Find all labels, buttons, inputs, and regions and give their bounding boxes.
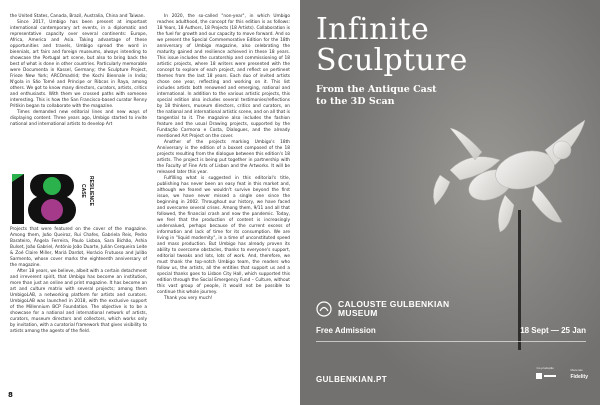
partner-coproduction bbox=[536, 366, 556, 380]
exhibition-title bbox=[316, 14, 586, 76]
paragraph: After 18 years, we believe, albeit with a certain detachment and irreverent spirit, that Umbigo has become an institution, more than just an online and print magazine. It has become an art and culture matrix with several projects; among them UmbigoLAB, a networking platform for artists and curators. UmbigoLAB was launched in 2018, with the exclusive support of the Millennium BCP Foundation. The objective is to be a showcase for a national and international network of artists, curators, museum directors and collectors, which works only by invitation, with a curatorial framework that gives visibility to artists among the agents of the field. bbox=[10, 269, 147, 334]
admission-label: Free Admission bbox=[316, 326, 376, 335]
museum-logo bbox=[316, 300, 449, 318]
paragraph: In 2020, the so-called "non-year", in which Umbigo reaches adulthood, the concept for this edition is as follows: 18 Years, 18 Authors, 18 Projects (18 Artists). Collaboration is the fuel for growth and our capacity to move forward. And so we present the Special Commemorative Edition for the 18th anniversary of Umbigo magazine, also celebrating the maturity gained and resilience achieved in these 18 years. This issue includes the curatorship and commissioning of 18 artistic projects, where 18 writers were presented with the concept to explore of each project, and reflect on pertinent themes from the last 18 years. Each duo of invited artists chose one year, reflecting and working on it. This list includes artists both renowned and emerging, national and international. In addition to the various artistic projects, this special edition also includes several testimonies/reflections by 18 thinkers, museum directors, critics and curators, on the national and international artistic scene, and on all that is tangential to it. The magazine also includes the fashion feature and the usual Drawing projects, supported by the Fundação Carmona e Costa, Dialogues, and the already mentioned Art Project on the cover. bbox=[157, 14, 290, 139]
title-line-1: Infinite bbox=[316, 12, 429, 47]
page-number: 8 bbox=[8, 391, 13, 399]
divider bbox=[316, 341, 586, 342]
logo-word-resilience: RESILIENCE bbox=[88, 176, 94, 207]
fidelity-logo: Fidelity bbox=[570, 374, 588, 380]
partner-label: Mecenas bbox=[570, 368, 583, 372]
museum-name-line-2: MUSEUM bbox=[338, 308, 378, 318]
logo-words bbox=[80, 176, 94, 207]
gulbenkian-emblem-icon bbox=[316, 301, 332, 317]
partner-sponsor bbox=[570, 368, 588, 380]
anniversary-18-logo bbox=[10, 172, 147, 226]
paragraph: Projects that were featured on the cover of the magazine. Among them, João Queiroz, Rui Chafes, Gabriela Reis, Pedro Barateiro, Ângela Ferreira, Paulo Lisboa, Sara Bichão, Ashia Bulset, João Gabriel, António João Duarte, Julián Cerqueira Leite & Zoé Claire Miller, Mariá Dardot, Horácio Frutuoso and Julião Sarmento, whose cover marks the eighteenth anniversary of the magazine. bbox=[10, 227, 147, 268]
paragraph: Another of the projects marking Umbigo's 18th Anniversary is the edition of a boxset composed of the 18 projects resulting from the dialogue between this edition's 18 artists. The project is being put together in partnership with the Faculty of Fine Arts of Lisbon and the Artworks. It will be released later this year. bbox=[157, 140, 290, 175]
exhibition-dates: 18 Sept — 25 Jan bbox=[520, 326, 586, 335]
text-column-right bbox=[157, 14, 290, 302]
paragraph: Fulfilling what is suggested in this editorial's title, publishing has never been an easy feat in this market and, although we feared we wouldn't survive beyond the first issue, we have never missed a single one since the beginning in 2002. Throughout our history, we have faced and overcome several crises. Among them, 9/11 and all that followed, the financial crash and now the pandemic. Today, we feel that the production of content is increasingly undervalued, perhaps because of the current excess of information and lack of time for its consumption. We are living in "liquid modernity", in a time of unconstituted speed and mass production. But Umbigo has already proven its ability to overcome obstacles, thanks to everyone's support, editorial tweaks and lots, lots of work. And, therefore, we must thank the top-notch Umbigo team, the readers who follow us, the artists, all the entities that support us and a special thanks goes to Lisbon City Hall, which supported this edition through the Social Emergency Fund – Culture, without this vast group of people, it would not be possible to continue this whole journey. bbox=[157, 176, 290, 295]
partner-label: Co-produção bbox=[536, 366, 554, 370]
partner-logos bbox=[536, 366, 588, 380]
exhibition-subtitle bbox=[316, 84, 576, 108]
title-line-2: Sculpture bbox=[316, 43, 468, 78]
paragraph: Since 2017, Umbigo has been present at important international contemporary art events, in a diplomatic and representative capacity over several continents: Europe, Africa, America and Asia. Taking advantage of these opportunities and travels, Umbigo spread the word in biennials, art fairs and foreign museums, always intending to showcase the Portugal art scene, but also to bring back the best of what is done in other countries. Particularly memorable were Documenta in Kassel, Germany; the Sculpture Project, Frieze New York; ARCOmadrid; the Kochi Biennale in India; N'gola in São Tomé and Príncipe or Ribcos in Raya, among others. We got to know many directors, curators, artists, critics and enthusiasts. With them we crossed paths with someone interesting. This is how the San Francisco-based curator Renny Pritikin began to collaborate with the magazine. bbox=[10, 20, 147, 109]
text-column-left-top bbox=[10, 14, 147, 128]
paragraph: the United States, Canada, Brazil, Australia, China and Taiwan. bbox=[10, 14, 145, 19]
exhibition-ad bbox=[300, 0, 600, 405]
logo-one-bar bbox=[12, 174, 24, 224]
logo-green-circle bbox=[43, 177, 61, 195]
paragraph: Times demanded new editorial lines and new ways of displaying content. Three years ago, Umbigo started to invite national and international artists to develop Art bbox=[10, 110, 147, 127]
coproduction-logo-icon bbox=[536, 372, 556, 380]
subtitle-line-2: to the 3D Scan bbox=[316, 96, 395, 107]
logo-word-case: CASE bbox=[80, 184, 86, 198]
museum-name bbox=[338, 300, 449, 318]
website-link[interactable]: GULBENKIAN.PT bbox=[316, 375, 387, 384]
subtitle-line-1: From the Antique Cast bbox=[316, 84, 437, 95]
logo-pink-circle bbox=[41, 199, 63, 221]
text-column-left-bottom bbox=[10, 227, 147, 335]
museum-name-line-1: CALOUSTE GULBENKIAN bbox=[338, 299, 450, 309]
closing-thanks: Thank you very much! bbox=[164, 296, 213, 301]
